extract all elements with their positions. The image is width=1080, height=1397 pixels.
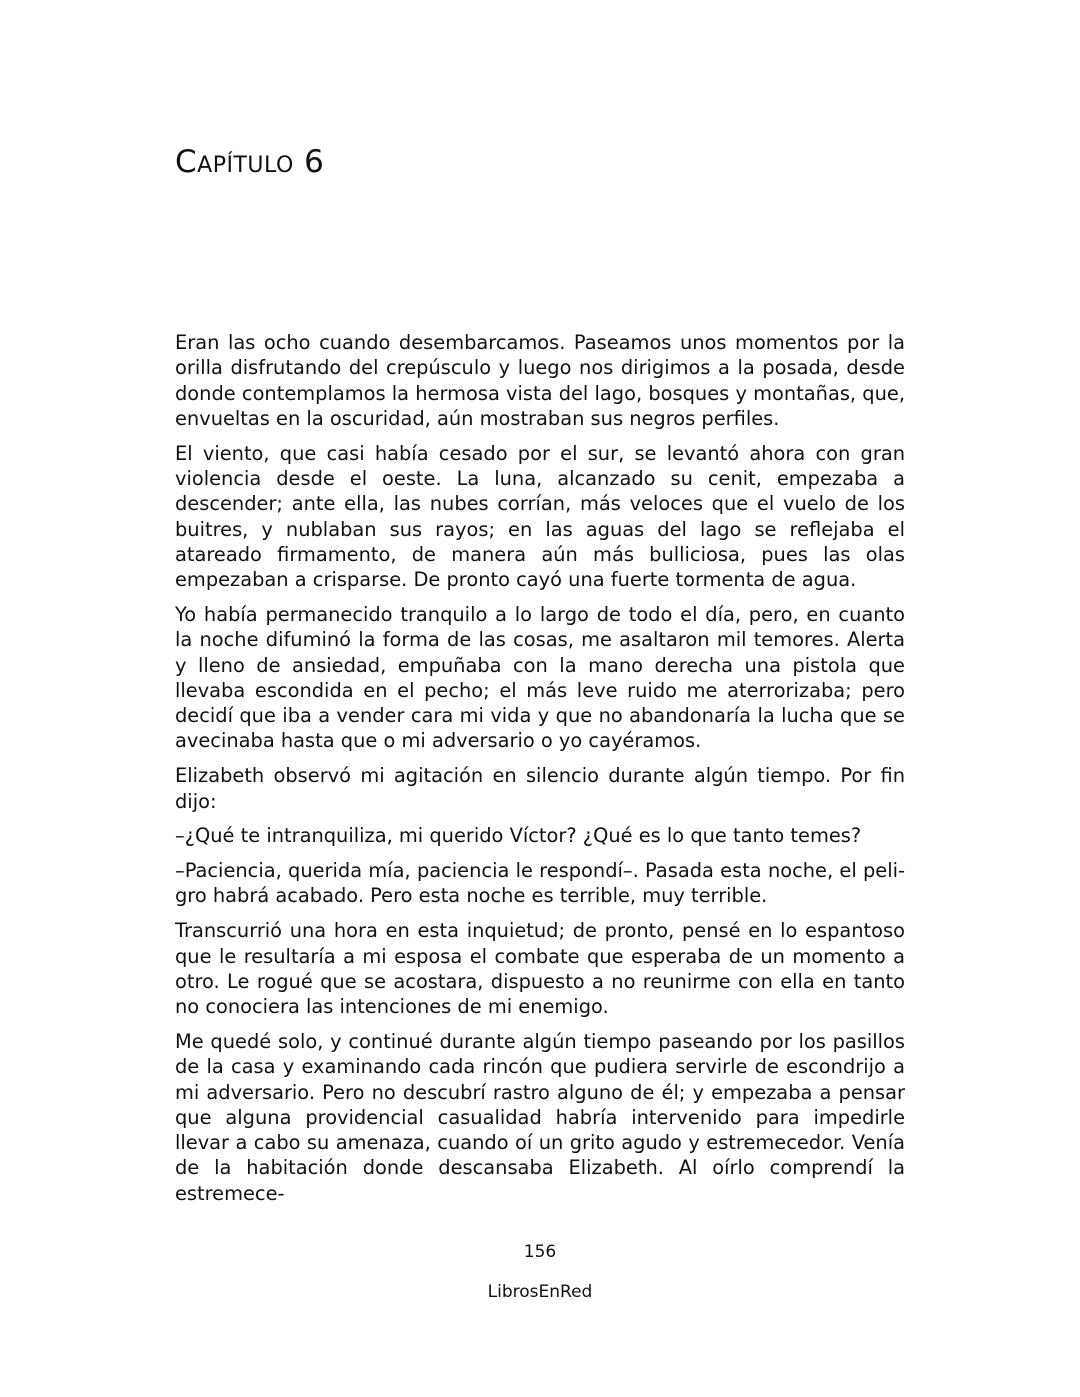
dialogue-paragraph: –Paciencia, querida mía, paciencia le respondí–. Pasada esta noche, el peligro habrá acabado. Pero esta noche es terrible, muy terrible.: [175, 859, 905, 908]
paragraph: Eran las ocho cuando desembarcamos. Paseamos unos momentos por la orilla disfrutando del crepúsculo y luego nos dirigimos a la posada, desde donde contemplamos la hermosa vista del lago, bosques y montañas, que, envueltas en la oscuridad, aún mostraban sus negros perfiles.: [175, 331, 905, 430]
paragraph: Yo había permanecido tranquilo a lo largo de todo el día, pero, en cuanto la noche difuminó la forma de las cosas, me asaltaron mil temores. Alerta y lleno de ansiedad, empuñaba con la mano derecha una pistola que llevaba escondida en el pecho; el más leve ruido me aterrorizaba; pero decidí que iba a vender cara mi vida y que no abandonaría la lucha que se avecinaba hasta que o mi adversario o yo cayéramos.: [175, 602, 905, 753]
paragraph: El viento, que casi había cesado por el sur, se levantó ahora con gran violencia desde el oeste. La luna, alcanzado su cenit, empezaba a descender; ante ella, las nubes corrían, más veloces que el vuelo de los buitres, y nublaban sus rayos; en las aguas del lago se reflejaba el atareado firmamento, de manera aún más bulliciosa, pues las olas empezaban a crisparse. De pronto cayó una fuerte tormenta de agua.: [175, 441, 905, 592]
page-number: 156: [523, 1242, 557, 1262]
publisher-footer: LibrosEnRed: [487, 1282, 593, 1302]
dialogue-paragraph: –¿Qué te intranquiliza, mi querido Víctor? ¿Qué es lo que tanto temes?: [175, 824, 862, 848]
paragraph: Elizabeth observó mi agitación en silencio durante algún tiempo. Por fin dijo:: [175, 764, 905, 813]
paragraph: Me quedé solo, y continué durante algún tiempo paseando por los pasillos de la casa y examinando cada rincón que pudiera servirle de escondrijo a mi adversario. Pero no descubrí rastro alguno de él; y empezaba a pensar que alguna providencial casualidad habría intervenido para impedirle llevar a cabo su amenaza, cuando oí un grito agudo y estremecedor. Venía de la habitación donde descansaba Elizabeth. Al oírlo comprendí la estremece-: [175, 1029, 905, 1205]
chapter-body: [175, 330, 905, 1216]
chapter-title: Capítulo 6: [175, 144, 325, 180]
paragraph: Transcurrió una hora en esta inquietud; de pronto, pensé en lo espantoso que le resultaría a mi esposa el combate que esperaba de un momento a otro. Le rogué que se acostara, dispuesto a no reunirme con ella en tanto no conociera las intenciones de mi enemigo.: [175, 919, 905, 1019]
